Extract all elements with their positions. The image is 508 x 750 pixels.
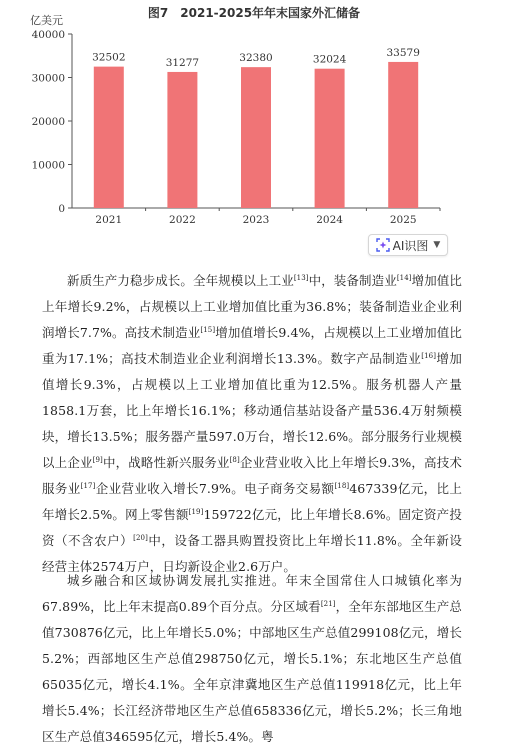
footnote-marker[interactable]: [9]	[92, 455, 103, 464]
footnote-marker[interactable]: [14]	[396, 273, 412, 282]
ai-image-recognition-button[interactable]	[368, 234, 448, 256]
data-label-2022: 31277	[165, 56, 200, 69]
bar-chart	[0, 0, 508, 232]
x-tick-label-2024: 2024	[316, 214, 343, 226]
data-label-2023: 32380	[239, 52, 273, 65]
data-label-2024: 32024	[312, 53, 347, 66]
x-tick-label-2023: 2023	[242, 214, 270, 226]
footnote-marker[interactable]: [8]	[229, 455, 240, 464]
footnote-marker[interactable]: [18]	[334, 481, 350, 490]
y-tick-label: 0	[58, 203, 65, 215]
y-tick-label: 30000	[31, 72, 65, 85]
ai-scan-icon	[376, 238, 390, 252]
chart-title: 图7 2021-2025年年末国家外汇储备	[147, 6, 361, 20]
y-tick-label: 20000	[31, 116, 65, 128]
y-axis-label: 亿美元	[30, 14, 63, 27]
y-tick-label: 10000	[31, 159, 65, 172]
footnote-marker[interactable]: [19]	[188, 507, 204, 516]
footnote-marker[interactable]: [20]	[133, 533, 148, 542]
data-label-2025: 33579	[386, 46, 420, 59]
bar-2022	[167, 72, 197, 208]
footnote-marker[interactable]: [15]	[200, 325, 216, 334]
footnote-marker[interactable]: [13]	[293, 273, 309, 282]
footnote-marker[interactable]: [21]	[320, 599, 336, 608]
x-tick-label-2021: 2021	[95, 214, 123, 226]
y-tick-label: 40000	[31, 29, 65, 41]
data-label-2021: 32502	[92, 51, 126, 64]
paragraph-new-productive-forces: 新质生产力稳步成长。全年规模以上工业[13]中，装备制造业[14]增加值比上年增长9.2%，占规模以上工业增加值比重为36.8%；装备制造业企业利润增长7.7%。高技术制造业[15]增加值增长9.4%，占规模以上工业增加值比重为17.1%；高技术制造业企业利润增长13.3%。数字产品制造业[16]增加值增长9.3%，占规模以上工业增加值比重为12.5%。服务机器人产量1858.1万套，比上年增长16.1%；移动通信基站设备产量536.4万射频模块，增长13.5%；服务器产量597.0万台，增长12.6%。部分服务行业规模以上企业[9]中，战略性新兴服务业[8]企业营业收入比上年增长9.3%，高技术服务业[17]企业营业收入增长7.9%。电子商务交易额[18]467339亿元，比上年增长2.5%。网上零售额[19]159722亿元，比上年增长8.6%。固定资产投资（不含农户）[20]中，设备工器具购置投资比上年增长11.8%。全年新设经营主体2574万户，日均新设企业2.6万户。	[42, 273, 463, 574]
footnote-marker[interactable]: [16]	[421, 351, 437, 360]
bar-2021	[94, 67, 124, 208]
ai-button-label: AI识图	[392, 238, 429, 253]
bar-2023	[241, 67, 271, 208]
bar-2025	[388, 62, 418, 208]
x-tick-label-2025: 2025	[389, 214, 417, 226]
bar-2024	[315, 69, 345, 208]
footnote-marker[interactable]: [17]	[80, 481, 96, 490]
x-tick-label-2022: 2022	[169, 214, 196, 226]
chevron-down-icon: ▼	[433, 240, 441, 250]
paragraph-urban-rural-integration: 城乡融合和区域协调发展扎实推进。年末全国常住人口城镇化率为67.89%，比上年末提高0.89个百分点。分区域看[21]，全年东部地区生产总值730876亿元，比上年增长5.0%；中部地区生产总值299108亿元，增长5.2%；西部地区生产总值298750亿元，增长5.1%；东北地区生产总值65035亿元，增长4.1%。全年京津冀地区生产总值119918亿元，比上年增长5.4%；长江经济带地区生产总值658336亿元，增长5.2%；长三角地区生产总值346595亿元，增长5.4%。粤	[42, 573, 462, 744]
